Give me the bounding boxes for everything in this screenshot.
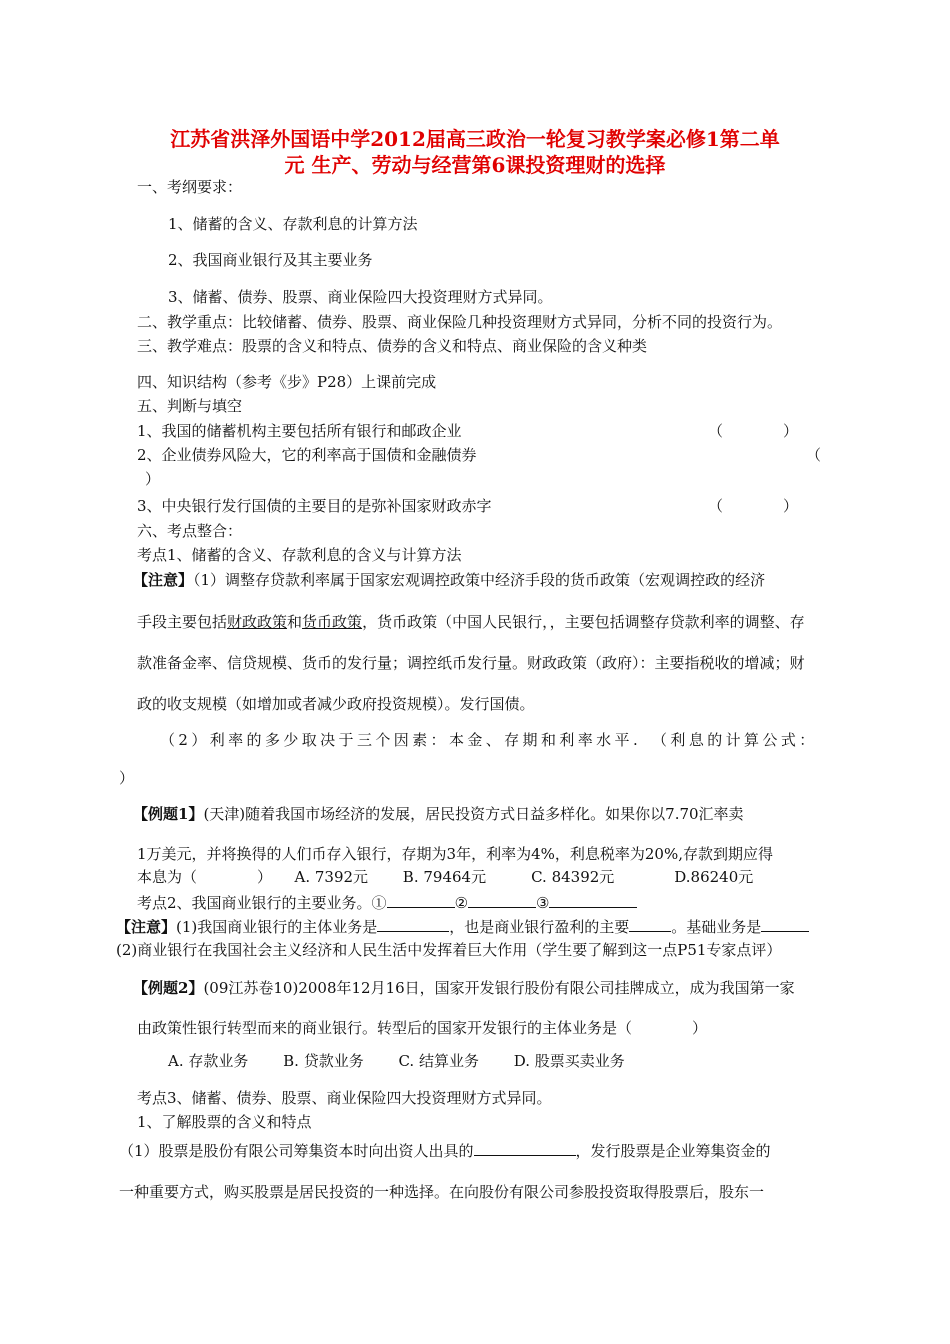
note-label: 【注意】	[116, 918, 177, 936]
judge-q2: 2、企业债券风险大，它的利率高于国债和金融债券	[137, 446, 477, 464]
section2-text: 二、教学重点：比较储蓄、债券、股票、商业保险几种投资理财方式异同，分析不同的投资行为。	[137, 313, 783, 331]
doc-title-line2: 元 生产、劳动与经营第6课投资理财的选择	[284, 153, 666, 177]
answer-blank[interactable]	[549, 893, 637, 908]
s1-item-2: 2、我国商业银行及其主要业务	[168, 251, 373, 269]
note1-line3: 款准备金率、信贷规模、货币的发行量；调控纸币发行量。财政政策（政府）：主要指税收的增减；财	[137, 654, 805, 672]
example2-line1: 【例题2】(09江苏卷10)2008年12月16日，国家开发银行股份有限公司挂牌成立，成为我国第一家	[133, 979, 795, 997]
example1-line3: 本息为（ ） A. 7392元 B. 79464元 C. 84392元 D.86240元	[137, 868, 754, 886]
example1-line1: 【例题1】(天津)随着我国市场经济的发展，居民投资方式日益多样化。如果你以7.70汇率卖	[133, 805, 744, 823]
keypoint-3: 考点3、储蓄、债券、股票、商业保险四大投资理财方式异同。	[137, 1089, 552, 1107]
answer-blank[interactable]	[761, 917, 809, 932]
keypoint-2: 考点2、我国商业银行的主要业务。① ② ③	[137, 893, 637, 912]
example-label: 【例题2】	[133, 979, 204, 997]
note2-line1: 【注意】(1)我国商业银行的主体业务是 ，也是商业银行盈利的主要 。基础业务是	[116, 917, 809, 936]
section3-text: 三、教学难点：股票的含义和特点、债券的含义和特点、商业保险的含义种类	[137, 337, 648, 355]
example2-options: A. 存款业务 B. 贷款业务 C. 结算业务 D. 股票买卖业务	[168, 1052, 625, 1070]
keypoint-1: 考点1、储蓄的含义、存款利息的含义与计算方法	[137, 546, 462, 564]
section6-heading: 六、考点整合：	[137, 522, 243, 540]
section4-text: 四、知识结构（参考《步》P28）上课前完成	[137, 373, 437, 391]
note1-line1: 【注意】（1）调整存贷款利率属于国家宏观调控政策中经济手段的货币政策（宏观调控政的经济	[133, 571, 766, 589]
judge-q2-paren-open: （	[806, 446, 822, 464]
note1-line2: 手段主要包括财政政策和货币政策，货币政策（中国人民银行，，主要包括调整存贷款利率的调整、存	[137, 613, 805, 631]
judge-q1-paren: （ ）	[708, 422, 799, 440]
monetary-policy-term: 货币政策	[302, 613, 363, 631]
fiscal-policy-term: 财政政策	[227, 613, 288, 631]
answer-blank[interactable]	[629, 917, 671, 932]
example2-line2: 由政策性银行转型而来的商业银行。转型后的国家开发银行的主体业务是（ ）	[137, 1019, 708, 1037]
note1-line6: ）	[119, 769, 135, 787]
stock-para-line2: 一种重要方式，购买股票是居民投资的一种选择。在向股份有限公司参股投资取得股票后，股东一	[119, 1183, 765, 1201]
keypoint-3-sub: 1、了解股票的含义和特点	[137, 1113, 312, 1131]
s1-item-3: 3、储蓄、债券、股票、商业保险四大投资理财方式异同。	[168, 288, 553, 306]
section1-heading: 一、考纲要求：	[137, 178, 243, 196]
note2-line2: (2)商业银行在我国社会主义经济和人民生活中发挥着巨大作用（学生要了解到这一点P51专家点评）	[116, 941, 782, 959]
answer-blank[interactable]	[377, 917, 449, 932]
answer-blank[interactable]	[474, 1141, 576, 1156]
note1-line5: （2）利率的多少取决于三个因素：本金、存期和利率水平. （利息的计算公式：	[160, 731, 818, 749]
judge-q3: 3、中央银行发行国债的主要目的是弥补国家财政赤字	[137, 497, 492, 515]
example-label: 【例题1】	[133, 805, 204, 823]
note-label: 【注意】	[133, 571, 194, 589]
stock-para-line1: （1）股票是股份有限公司筹集资本时向出资人出具的 ，发行股票是企业筹集资金的	[119, 1142, 771, 1160]
judge-q3-paren: （ ）	[708, 497, 799, 515]
answer-blank[interactable]	[387, 893, 455, 908]
judge-q2-paren-close: ）	[145, 470, 161, 488]
section5-heading: 五、判断与填空	[137, 397, 243, 415]
example1-line2: 1万美元，并将换得的人们币存入银行，存期为3年，利率为4%，利息税率为20%,存款到期应得	[137, 845, 773, 863]
note1-line4: 政的收支规模（如增加或者减少政府投资规模）。发行国债。	[137, 695, 535, 713]
doc-title-line1: 江苏省洪泽外国语中学2012届高三政治一轮复习教学案必修1第二单	[170, 127, 780, 151]
answer-blank[interactable]	[468, 893, 536, 908]
s1-item-1: 1、储蓄的含义、存款利息的计算方法	[168, 215, 418, 233]
judge-q1: 1、我国的储蓄机构主要包括所有银行和邮政企业	[137, 422, 462, 440]
